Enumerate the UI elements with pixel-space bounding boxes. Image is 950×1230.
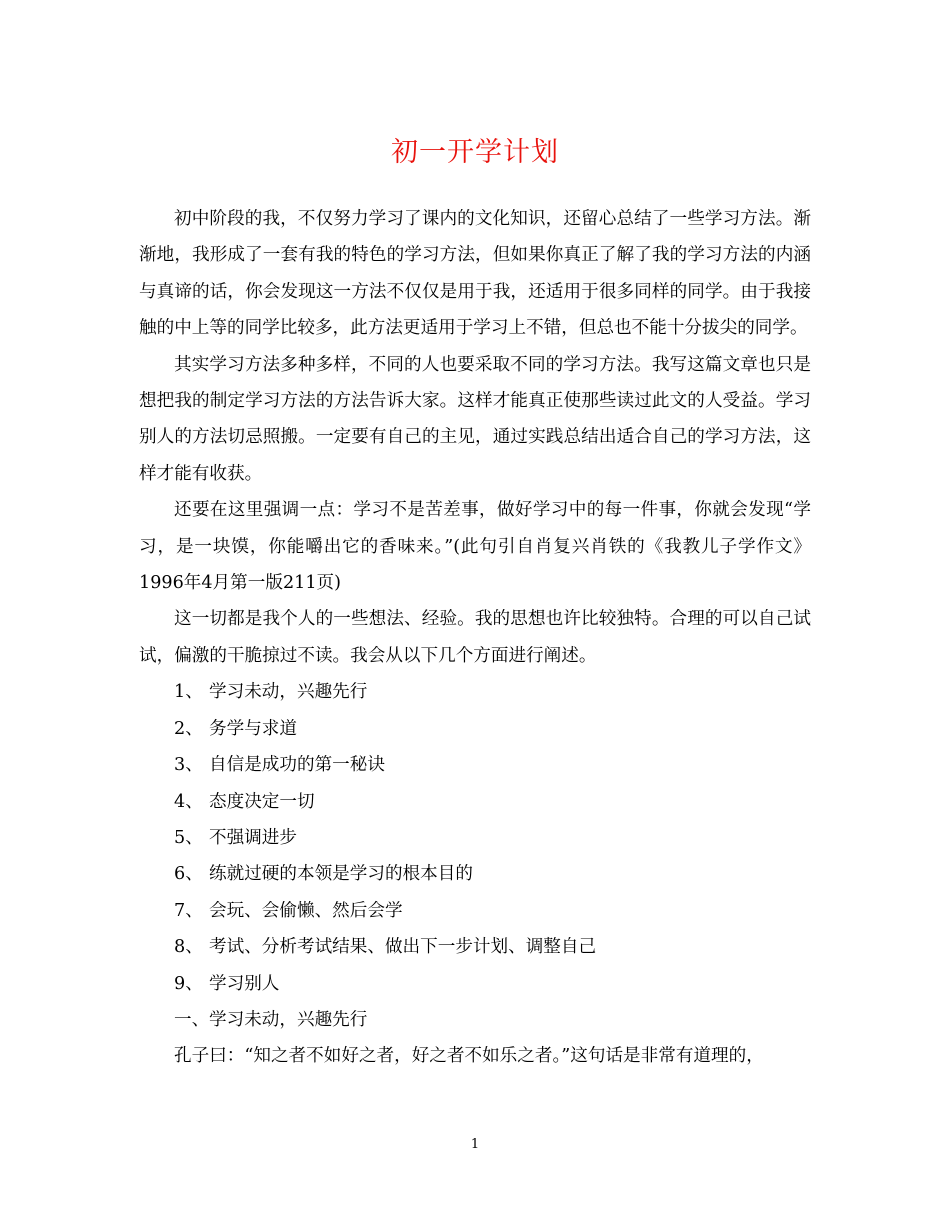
list-item bbox=[139, 711, 811, 747]
list-item-number: 9、 bbox=[174, 973, 203, 994]
list-item-text: 考试、分析考试结果、做出下一步计划、调整自己 bbox=[209, 937, 597, 958]
list-item-text: 自信是成功的第一秘诀 bbox=[209, 755, 385, 776]
list-item-text: 学习别人 bbox=[209, 973, 280, 994]
list-item-text: 不强调进步 bbox=[209, 827, 297, 848]
document-title: 初一开学计划 bbox=[391, 137, 559, 168]
section-heading-text: 学习未动，兴趣先行 bbox=[209, 1009, 368, 1030]
list-item-number: 6、 bbox=[174, 864, 203, 885]
list-item bbox=[139, 966, 811, 1002]
list-item bbox=[139, 784, 811, 820]
paragraph: 孔子曰：“知之者不如好之者，好之者不如乐之者。”这句话是非常有道理的， bbox=[174, 1046, 764, 1067]
list-item-number: 4、 bbox=[174, 791, 203, 812]
section-heading-number: 一、 bbox=[174, 1009, 210, 1030]
paragraph: 初中阶段的我，不仅努力学习了课内的文化知识，还留心总结了一些学习方法。渐渐地，我形成了一套有我的特色的学习方法，但如果你真正了解了我的学习方法的内涵与真谛的话，你会发现这一方法不仅仅是用于我，还适用于很多同样的同学。由于我接触的中上等的同学比较多，此方法更适用于学习上不错，但总也不能十分拔尖的同学。 bbox=[139, 209, 811, 339]
paragraph: 这一切都是我个人的一些想法、经验。我的思想也许比较独特。合理的可以自己试试，偏激的干脆掠过不读。我会从以下几个方面进行阐述。 bbox=[139, 609, 811, 666]
list-item bbox=[139, 929, 811, 965]
list-item bbox=[139, 674, 811, 710]
list-item-number: 3、 bbox=[174, 755, 203, 776]
page-number: 1 bbox=[470, 1137, 480, 1152]
list-item bbox=[139, 856, 811, 892]
list-item-text: 练就过硬的本领是学习的根本目的 bbox=[209, 864, 473, 885]
document-body bbox=[139, 201, 811, 1075]
list-item-number: 2、 bbox=[174, 718, 203, 739]
list-item bbox=[139, 747, 811, 783]
list-item-number: 7、 bbox=[174, 900, 203, 921]
paragraph: 还要在这里强调一点：学习不是苦差事，做好学习中的每一件事，你就会发现“学习，是一块馍，你能嚼出它的香味来。”(此句引自肖复兴肖铁的《我教儿子学作文》1996年4月第一版211页) bbox=[139, 500, 811, 594]
list-item-text: 学习未动，兴趣先行 bbox=[209, 682, 368, 703]
section-heading bbox=[139, 1002, 811, 1038]
list-item-text: 会玩、会偷懒、然后会学 bbox=[209, 900, 403, 921]
list-item-number: 1、 bbox=[174, 682, 203, 703]
list-item-text: 态度决定一切 bbox=[209, 791, 315, 812]
list-item bbox=[139, 820, 811, 856]
paragraph: 其实学习方法多种多样，不同的人也要采取不同的学习方法。我写这篇文章也只是想把我的制定学习方法的方法告诉大家。这样才能真正使那些读过此文的人受益。学习别人的方法切忌照搬。一定要有自己的主见，通过实践总结出适合自己的学习方法，这样才能有收获。 bbox=[139, 354, 811, 484]
list-item bbox=[139, 893, 811, 929]
list-item-number: 5、 bbox=[174, 827, 203, 848]
list-item-number: 8、 bbox=[174, 937, 203, 958]
list-item-text: 务学与求道 bbox=[209, 718, 297, 739]
